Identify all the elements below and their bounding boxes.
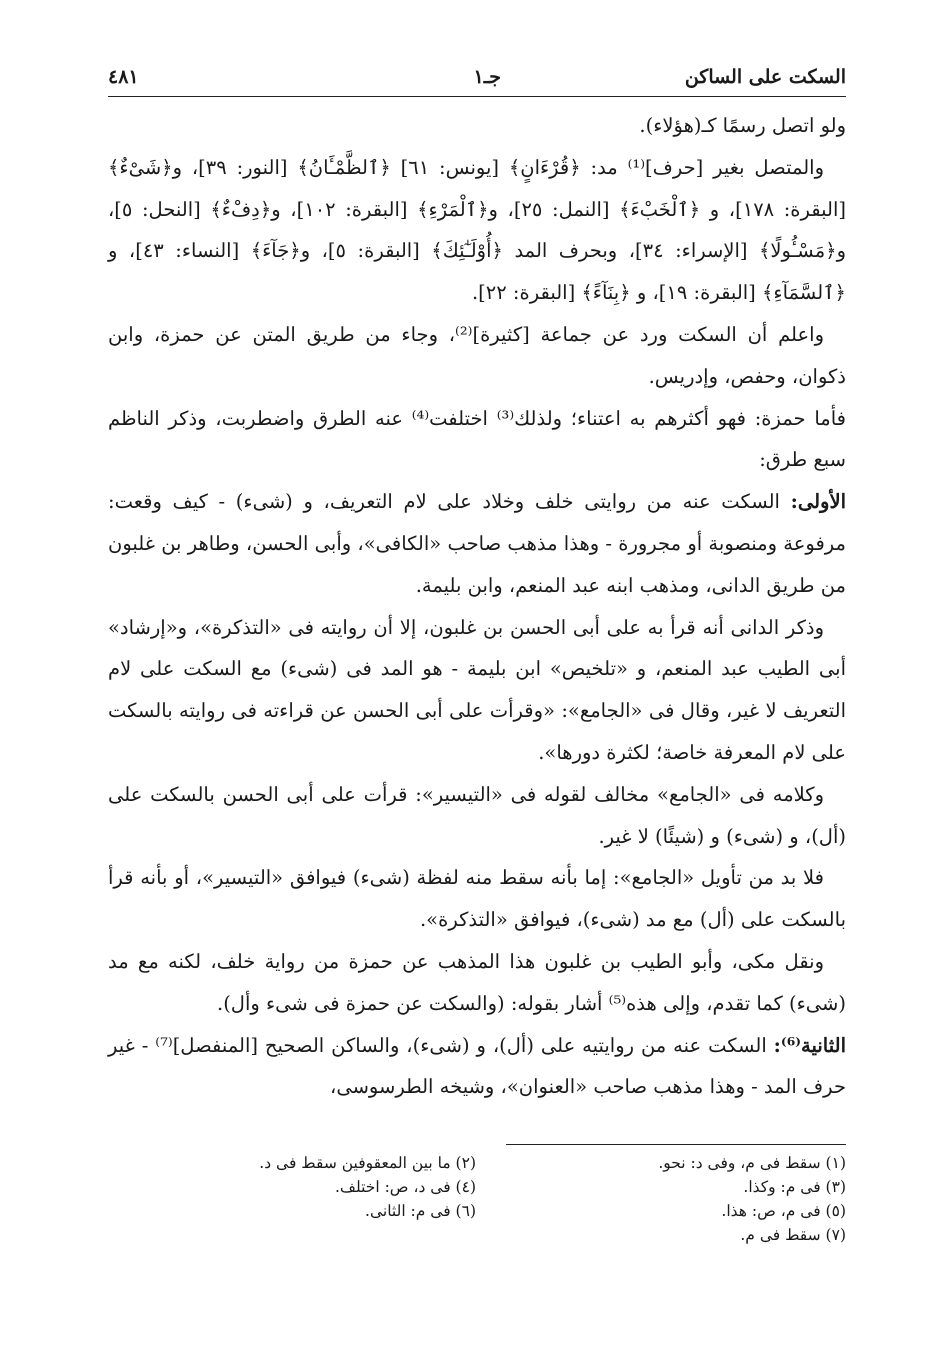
paragraph-text: وذكر الدانى أنه قرأ به على أبى الحسن بن غلبون، إلا أن روايته فى «التذكرة»، و«إرشاد» أبى الطيب عبد المنعم، و «تلخيص» ابن بليمة - هو المد فى (شىء) مع السكت على لام التعريف لا غير، وقال فى «الجامع»: «وقرأت على أبى الحسن عن قراءته فى روايته بالسكت على لام المعرفة خاصة؛ لكثرة دورها».: [108, 615, 846, 764]
paragraph: [108, 481, 846, 606]
footnote: (٤) فى د، ص: اختلف.: [334, 1178, 476, 1197]
paragraph-text: السكت عنه من روايتيه على (أل)، و (شىء)، والساكن الصحيح [المنفصل]⁽⁷⁾ - غير حرف المد - وهذا مذهب صاحب «العنوان»، وشيخه الطرسوسى،: [108, 1033, 846, 1099]
paragraph-text: ونقل مكى، وأبو الطيب بن غلبون هذا المذهب عن حمزة من رواية خلف، لكنه مع مد (شىء) كما تقدم، وإلى هذه⁽⁵⁾ أشار بقوله: (والسكت عن حمزة فى شىء وأل).: [108, 949, 846, 1015]
book-page: [108, 62, 846, 1247]
paragraph: [108, 398, 846, 482]
body-text: [108, 105, 846, 1108]
footnote-divider: [506, 1144, 846, 1145]
paragraph: [108, 105, 846, 147]
footnote: (١) سقط فى م، وفى د: نحو.: [658, 1154, 846, 1173]
paragraph-text: وكلامه فى «الجامع» مخالف لقوله فى «التيسير»: قرأت على أبى الحسن بالسكت على (أل)، و (شىء) و (شيئًا) لا غير.: [108, 782, 846, 848]
footnotes: [108, 1151, 846, 1247]
paragraph: [108, 314, 846, 398]
footnote: (٥) فى م، ص: هذا.: [721, 1202, 846, 1221]
footnote: (٧) سقط فى م.: [740, 1226, 846, 1245]
footnote: (٣) فى م: وكذا.: [743, 1178, 846, 1197]
paragraph: [108, 147, 846, 314]
paragraph-text: فلا بد من تأويل «الجامع»: إما بأنه سقط منه لفظة (شىء) فيوافق «التيسير»، أو بأنه قرأ بالسكت على (أل) مع مد (شىء)، فيوافق «التذكرة».: [108, 866, 846, 932]
page-header: [108, 62, 846, 97]
paragraph: [108, 607, 846, 774]
footnote: (٦) فى م: الثانى.: [365, 1202, 476, 1221]
paragraph-text: والمتصل بغير [حرف]⁽¹⁾ مد: ﴿قُرْءَانٍ﴾ [يونس: ٦١] ﴿ٱلظَّمْـَٔانُ﴾ [النور: ٣٩]، و﴿شَىْءٌ﴾ [البقرة: ١٧٨]، و ﴿ٱلْخَبْءَ﴾ [النمل: ٢٥]، و﴿ٱلْمَرْءِ﴾ [البقرة: ١٠٢]، و﴿دِفْءٌ﴾ [النحل: ٥]، و﴿مَسْـُٔولًا﴾ [الإسراء: ٣٤]، وبحرف المد ﴿أُوْلَـٰٓئِكَ﴾ [البقرة: ٥]، و﴿جَآءَ﴾ [النساء: ٤٣]، و ﴿ٱلسَّمَآءِ﴾ [البقرة: ١٩]، و ﴿بِنَآءً﴾ [البقرة: ٢٢].: [108, 155, 847, 305]
volume-label: جـ١: [473, 66, 501, 88]
paragraph-text: السكت عنه من روايتى خلف وخلاد على لام التعريف، و (شىء) - كيف وقعت: مرفوعة ومنصوبة أو مجرورة - وهذا مذهب صاحب «الكافى»، وأبى الحسن، وطاهر بن غلبون من طريق الدانى، ومذهب ابنه عبد المنعم، وابن بليمة.: [108, 490, 846, 597]
paragraph: [108, 857, 846, 941]
paragraph: [108, 1025, 846, 1109]
footnote: (٢) ما بين المعقوفين سقط فى د.: [259, 1154, 476, 1173]
paragraph: [108, 774, 846, 858]
paragraph-lead: الثانية⁽⁶⁾:: [773, 1033, 846, 1057]
paragraph-text: واعلم أن السكت ورد عن جماعة [كثيرة]⁽²⁾، وجاء من طريق المتن عن حمزة، وابن ذكوان، وحفص، وإدريس.: [108, 322, 846, 388]
paragraph: [108, 941, 846, 1025]
paragraph-lead: الأولى:: [790, 490, 846, 514]
paragraph-text: فأما حمزة: فهو أكثرهم به اعتناء؛ ولذلك⁽³⁾ اختلفت⁽⁴⁾ عنه الطرق واضطربت، وذكر الناظم سبع طرق:: [108, 406, 846, 472]
paragraph-text: ولو اتصل رسمًا كـ(هؤلاء).: [639, 114, 846, 137]
running-title: السكت على الساكن: [684, 66, 846, 88]
page-number: ٤٨١: [108, 66, 139, 88]
